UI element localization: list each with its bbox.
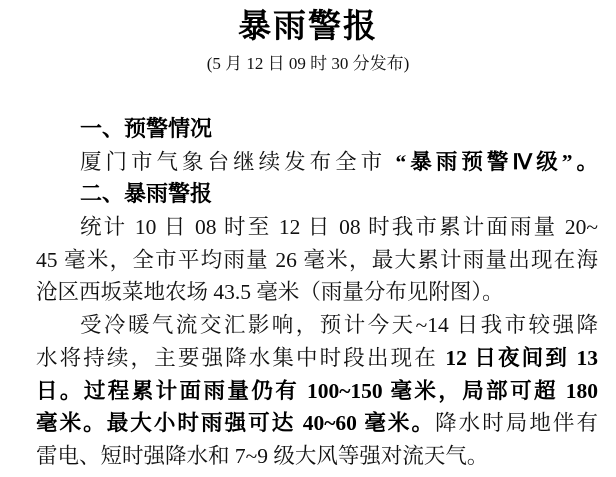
text-segment-bold: 一、预警情况 [80,116,213,141]
document-lines [0,113,616,473]
text-segment: 雷电、短时强降水和 7~9 级大风等强对流天气。 [36,443,489,468]
doc-line-10 [36,407,598,440]
doc-line-2 [36,146,598,179]
doc-line-3 [36,178,598,211]
doc-line-11 [36,440,598,473]
text-segment: 降水时局地伴有 [435,411,598,436]
doc-subtitle: (5 月 12 日 09 时 30 分发布) [206,54,410,73]
doc-line-6 [36,276,598,309]
text-segment-bold: 毫米。最大小时雨强可达 40~60 毫米。 [36,411,436,436]
doc-line-7 [36,309,598,342]
doc-line-9 [36,375,598,408]
text-segment-bold: 二、暴雨警报 [80,181,213,207]
text-segment: 水将持续，主要强降水集中时段出现在 [36,345,446,370]
doc-line-5 [36,244,598,277]
doc-title: 暴雨警报 [238,7,378,44]
text-segment: 受冷暖气流交汇影响，预计今天~14 日我市较强降 [80,313,598,338]
text-segment: 厦门市气象台继续发布全市 [80,149,387,174]
text-segment-bold: “暴雨预警Ⅳ级”。 [386,149,598,174]
text-segment-bold: 12 日夜间到 13 [445,345,598,370]
text-segment-bold: 日。过程累计面雨量仍有 100~150 毫米，局部可超 180 [36,378,598,403]
doc-line-4 [36,211,598,244]
text-segment: 45 毫米，全市平均雨量 26 毫米，最大累计雨量出现在海 [36,247,598,272]
text-segment: 统计 10 日 08 时至 12 日 08 时我市累计面雨量 20~ [80,215,598,240]
doc-line-1 [36,113,598,146]
text-segment: 沧区西坂菜地农场 43.5 毫米（雨量分布见附图）。 [36,280,504,305]
doc-line-8 [36,342,598,375]
